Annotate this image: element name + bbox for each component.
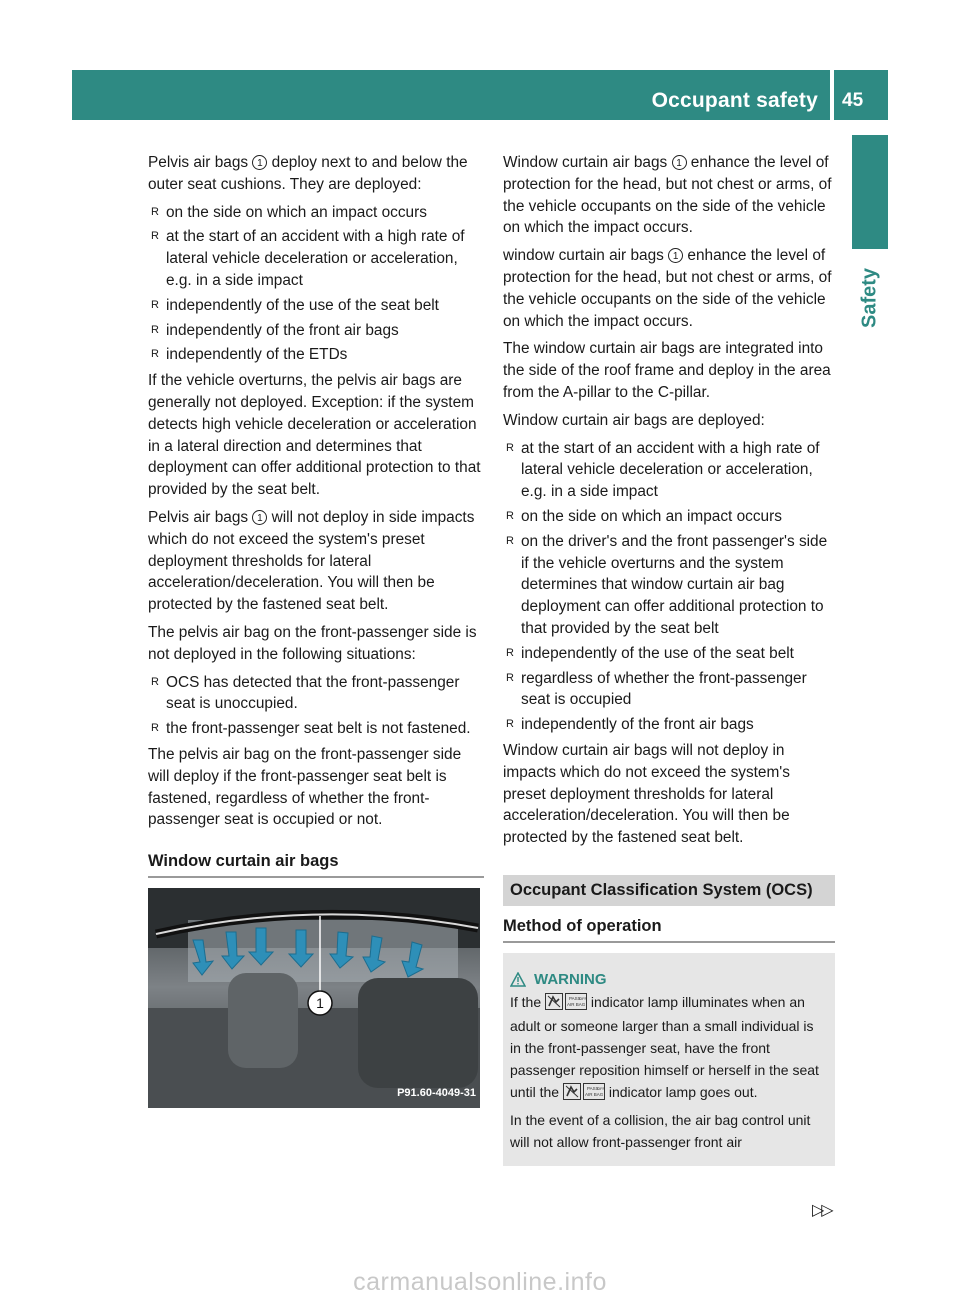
- watermark: carmanualsonline.info: [353, 1268, 607, 1296]
- svg-text:AIR BAG: AIR BAG: [567, 1001, 586, 1007]
- continued-arrow-icon: ▷▷: [812, 1202, 831, 1219]
- figure-callout-number: 1: [316, 994, 324, 1011]
- bullet-list: [148, 202, 484, 367]
- callout-marker: 1: [672, 155, 687, 170]
- paragraph: The pelvis air bag on the front-passenger side will deploy if the front-passenger seat belt is fastened, regardless of whether the front-passenger seat is occupied or not.: [148, 745, 462, 829]
- chapter-tab-marker: [852, 135, 888, 249]
- svg-text:OFF: OFF: [596, 1085, 605, 1091]
- paragraph: Window curtain air bags are deployed:: [503, 411, 765, 429]
- bullet-list: [148, 672, 484, 740]
- callout-marker: 1: [252, 155, 267, 170]
- list-item: R at the start of an accident with a high rate of lateral vehicle deceleration or acceleration, e.g. in a side impact: [506, 439, 820, 501]
- paragraph: Pelvis air bags 1 will not deploy in side impacts which do not exceed the system's preset deployment thresholds for lateral acceleration/deceleration. You will then be protected by the fastened seat belt.: [148, 508, 475, 614]
- list-item: R at the start of an accident with a high rate of lateral vehicle deceleration or acceleration, e.g. in a side impact: [151, 228, 465, 289]
- figure-code: P91.60-4049-31: [397, 1087, 476, 1100]
- list-item: R regardless of whether the front-passenger seat is occupied: [506, 669, 807, 709]
- paragraph: window curtain air bags 1 enhance the level of protection for the head, but not chest or arms, of the vehicle occupants on the side of the vehicle on which the impact occurs.: [503, 247, 832, 330]
- right-column: [503, 152, 835, 1166]
- pass-airbag-off-indicator-icon: [545, 993, 587, 1017]
- warning-triangle-icon: [510, 972, 526, 987]
- paragraph: The window curtain air bags are integrated into the side of the roof frame and deploy in the area from the A-pillar to the C-pillar.: [503, 340, 831, 401]
- warning-text: In the event of a collision, the air bag control unit will not allow front-passenger front air: [510, 1112, 811, 1151]
- section-heading: Window curtain air bags: [148, 851, 484, 878]
- svg-text:OFF: OFF: [579, 995, 588, 1001]
- paragraph: Window curtain air bags 1 enhance the level of protection for the head, but not chest or arms, of the vehicle occupants on the side of the vehicle on which the impact occurs.: [503, 154, 832, 237]
- list-item: R independently of the use of the seat belt: [506, 644, 794, 662]
- list-item: R independently of the ETDs: [151, 346, 348, 364]
- pass-airbag-off-indicator-icon: [563, 1083, 605, 1107]
- warning-text: If the PASS AIR BAG OFF indicator lamp illuminates when an adult or someone larger than a small individual is in the front-passenger seat, have the front passenger reposition himself or herself in the seat until the PASS AIR BAG OFF indicator lamp goes out.: [510, 992, 828, 1107]
- svg-text:AIR BAG: AIR BAG: [584, 1091, 604, 1097]
- chapter-tab-label: Safety: [858, 267, 881, 329]
- paragraph: If the vehicle overturns, the pelvis air bags are generally not deployed. Exception: if the system detects high vehicle deceleration or acceleration in a lateral direction and determines that deployment can offer additional protection to that provided by the seat belt.: [148, 372, 481, 499]
- curtain-airbag-figure: [148, 888, 480, 1108]
- page-number: 45: [842, 90, 864, 111]
- figure-illustration: [148, 888, 480, 1108]
- list-item: R the front-passenger seat belt is not fastened.: [151, 720, 471, 738]
- svg-text:PASS: PASS: [586, 1085, 599, 1091]
- list-item: R OCS has detected that the front-passenger seat is unoccupied.: [151, 673, 460, 713]
- section-heading-ocs: Occupant Classification System (OCS): [503, 875, 835, 906]
- list-item: R independently of the use of the seat belt: [151, 296, 439, 314]
- svg-text:PASS: PASS: [569, 995, 581, 1001]
- list-item: R on the side on which an impact occurs: [151, 203, 427, 221]
- left-column: [148, 152, 484, 1108]
- paragraph: Window curtain air bags will not deploy in impacts which do not exceed the system's preset deployment thresholds for lateral acceleration/deceleration. You will then be protected by the fastened seat belt.: [503, 741, 790, 847]
- bullet-list: [503, 438, 835, 736]
- warning-title: WARNING: [510, 969, 828, 991]
- list-item: R on the driver's and the front passenger's side if the vehicle overturns and the system determines that window curtain air bag deployment can offer additional protection to that provided by the seat belt: [506, 532, 828, 637]
- list-item: R independently of the front air bags: [151, 321, 399, 339]
- header-divider: [830, 70, 834, 120]
- callout-marker: 1: [252, 510, 267, 525]
- callout-marker: 1: [668, 248, 683, 263]
- subsection-heading: Method of operation: [503, 916, 835, 943]
- paragraph: Pelvis air bags 1 deploy next to and below the outer seat cushions. They are deployed:: [148, 154, 468, 193]
- list-item: R on the side on which an impact occurs: [506, 507, 782, 525]
- paragraph: The pelvis air bag on the front-passenger side is not deployed in the following situations:: [148, 623, 477, 663]
- page-title: Occupant safety: [651, 89, 818, 112]
- warning-box: [503, 953, 835, 1166]
- list-item: R independently of the front air bags: [506, 716, 754, 734]
